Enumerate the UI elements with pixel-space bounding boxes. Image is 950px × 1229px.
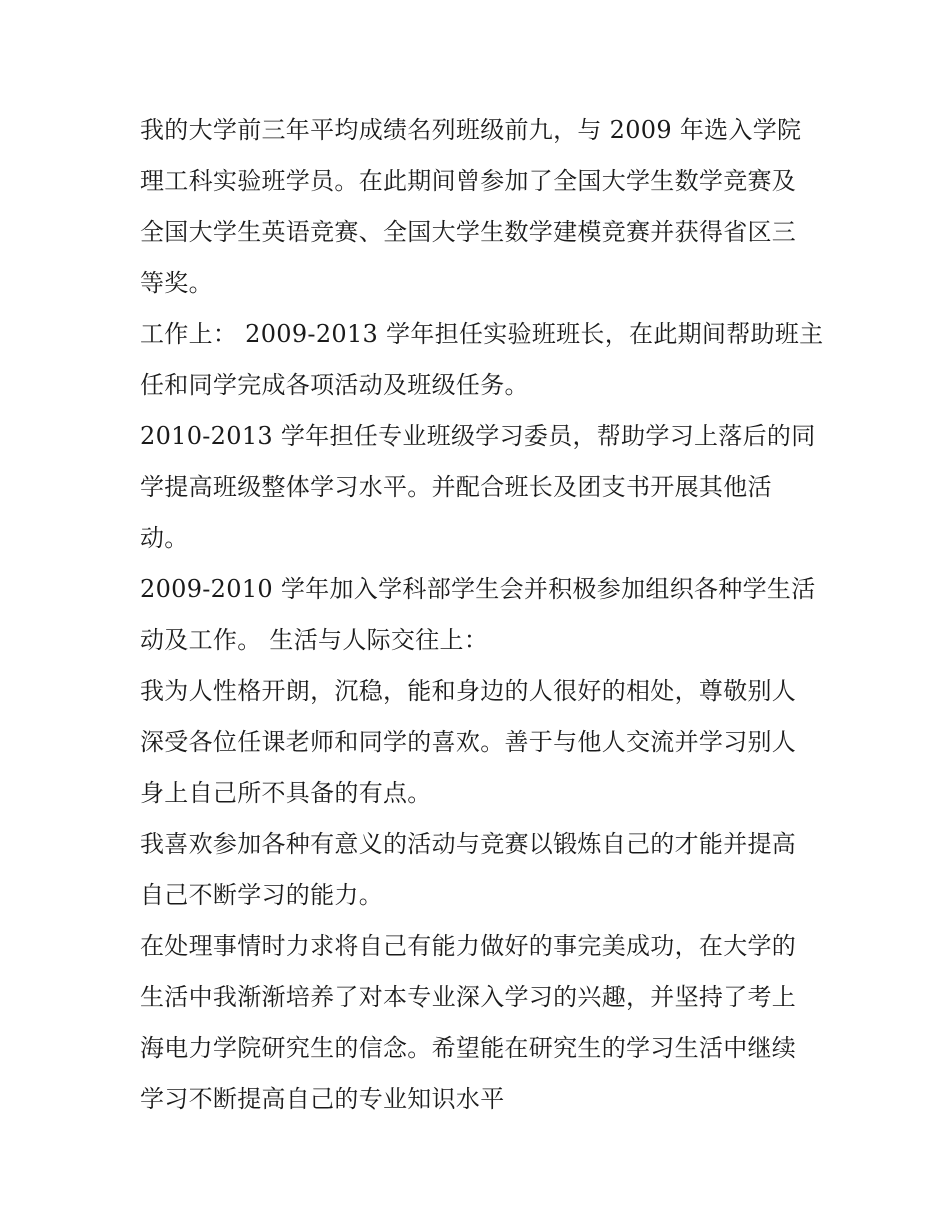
text-line: 2010-2013 学年担任专业班级学习委员，帮助学习上落后的同: [140, 422, 816, 450]
text-line: 动。: [140, 524, 189, 552]
document-body: [140, 105, 824, 1125]
text-line: 动及工作。 生活与人际交往上：: [140, 626, 489, 654]
text-line: 我喜欢参加各种有意义的活动与竞赛以锻炼自己的才能并提高: [140, 830, 797, 858]
text-line: 在处理事情时力求将自己有能力做好的事完美成功，在大学的: [140, 932, 797, 960]
text-line: 学提高班级整体学习水平。并配合班长及团支书开展其他活: [140, 473, 772, 501]
text-line: 生活中我渐渐培养了对本专业深入学习的兴趣，并坚持了考上: [140, 983, 797, 1011]
text-line: 等奖。: [140, 269, 213, 297]
text-line: 我为人性格开朗，沉稳，能和身边的人很好的相处，尊敬别人: [140, 677, 797, 705]
text-line: 深受各位任课老师和同学的喜欢。善于与他人交流并学习别人: [140, 728, 797, 756]
text-line: 身上自己所不具备的有点。: [140, 779, 432, 807]
text-line: 2009-2010 学年加入学科部学生会并积极参加组织各种学生活: [140, 575, 816, 603]
text-line: 海电力学院研究生的信念。希望能在研究生的学习生活中继续: [140, 1034, 797, 1062]
text-line: 自己不断学习的能力。: [140, 881, 383, 909]
text-line: 任和同学完成各项活动及班级任务。: [140, 371, 529, 399]
text-line: 工作上： 2009-2013 学年担任实验班班长，在此期间帮助班主: [140, 320, 824, 348]
text-line: 我的大学前三年平均成绩名列班级前九，与 2009 年选入学院: [140, 116, 802, 144]
text-line: 理工科实验班学员。在此期间曾参加了全国大学生数学竞赛及: [140, 167, 797, 195]
text-line: 全国大学生英语竞赛、全国大学生数学建模竞赛并获得省区三: [140, 218, 797, 246]
text-line: 学习不断提高自己的专业知识水平: [140, 1085, 505, 1113]
